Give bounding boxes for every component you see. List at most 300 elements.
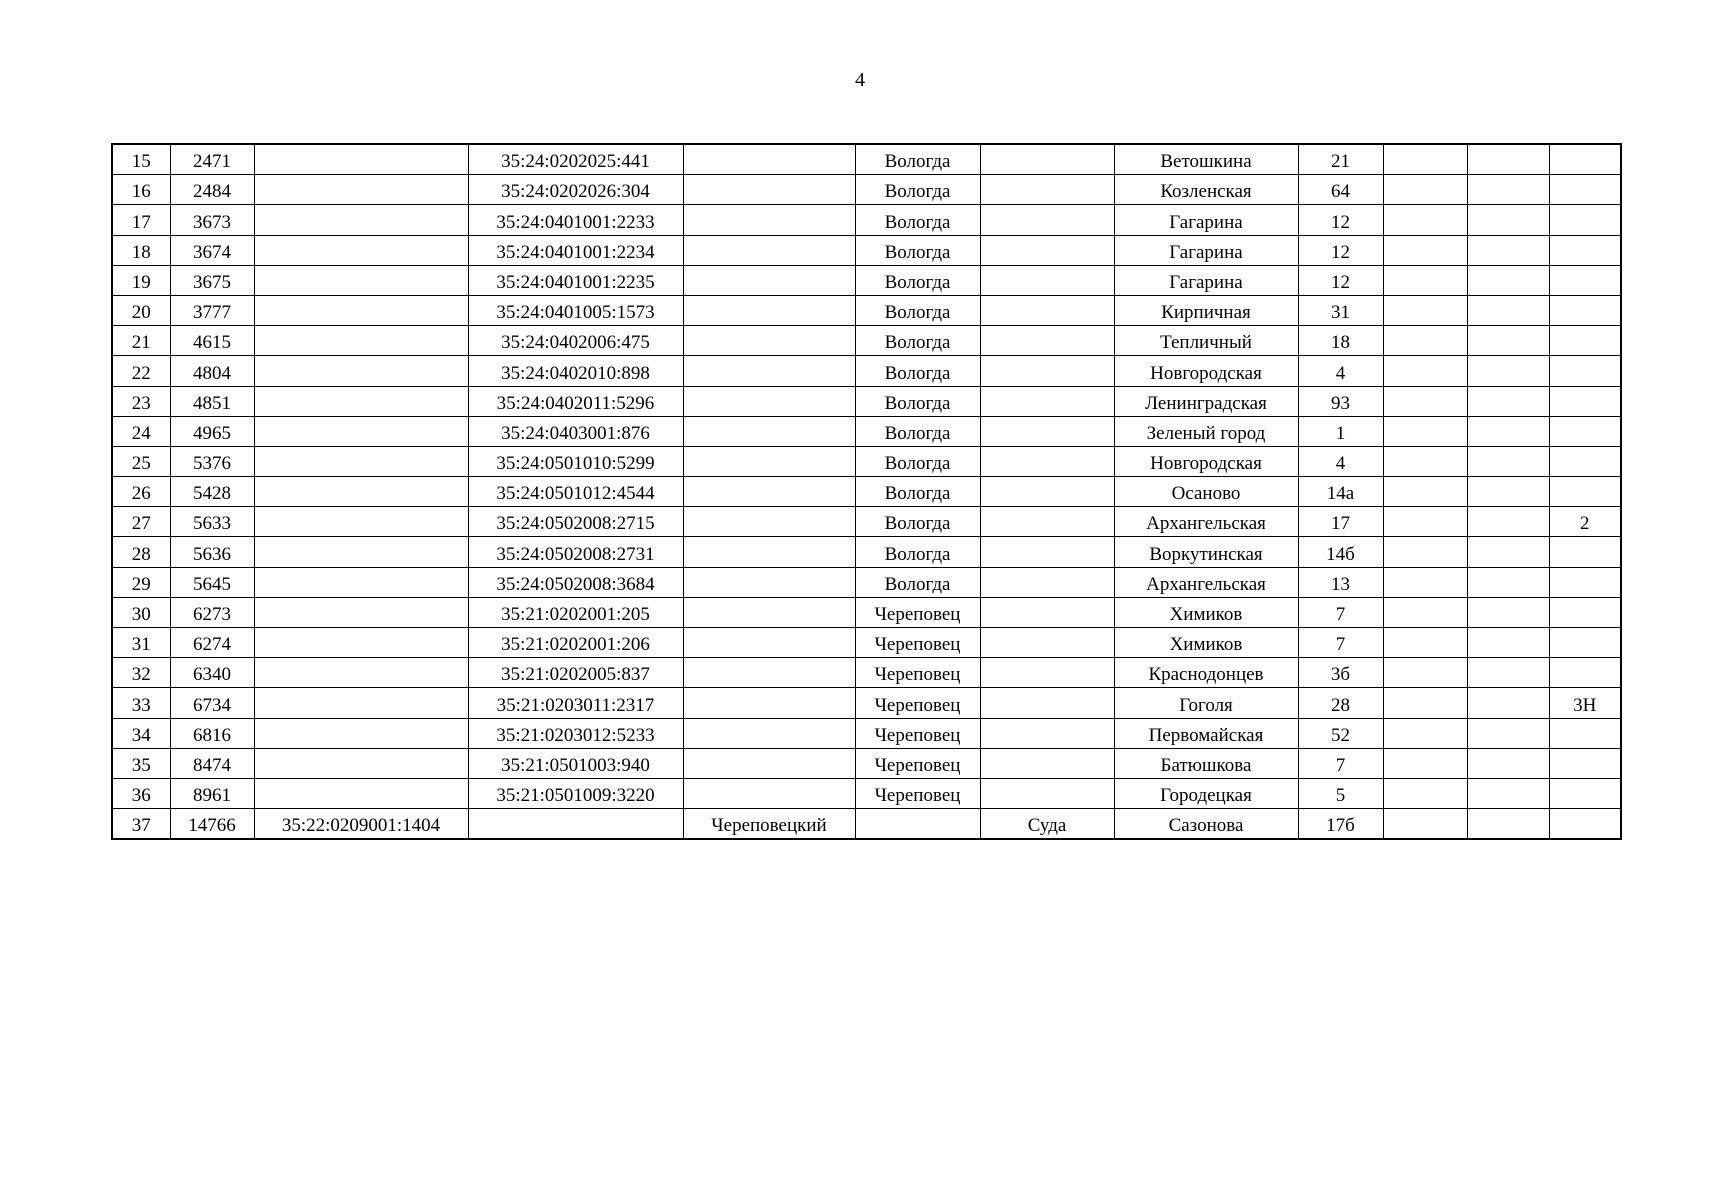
land-cadastral-number-cell xyxy=(254,175,468,205)
street-cell: Ветошкина xyxy=(1114,144,1298,175)
district-cell xyxy=(683,507,855,537)
land-cadastral-number-cell xyxy=(254,477,468,507)
table-row xyxy=(112,628,1621,658)
district-cell xyxy=(683,295,855,325)
row-number-cell: 34 xyxy=(112,718,170,748)
settlement-cell xyxy=(980,175,1114,205)
city-cell: Череповец xyxy=(855,658,980,688)
city-cell: Вологда xyxy=(855,205,980,235)
house-number-cell: 3б xyxy=(1298,658,1383,688)
table-row xyxy=(112,265,1621,295)
street-cell: Осаново xyxy=(1114,477,1298,507)
land-cadastral-number-cell xyxy=(254,537,468,567)
building-cadastral-number-cell: 35:24:0401001:2233 xyxy=(468,205,683,235)
registry-id-cell: 8961 xyxy=(170,778,254,808)
house-number-cell: 21 xyxy=(1298,144,1383,175)
house-number-cell: 18 xyxy=(1298,326,1383,356)
premises-cell xyxy=(1549,718,1621,748)
building-cell xyxy=(1383,416,1467,446)
building-cadastral-number-cell: 35:24:0501010:5299 xyxy=(468,446,683,476)
registry-id-cell: 5645 xyxy=(170,567,254,597)
settlement-cell xyxy=(980,326,1114,356)
land-cadastral-number-cell xyxy=(254,235,468,265)
building-cadastral-number-cell: 35:24:0502008:3684 xyxy=(468,567,683,597)
building-cadastral-number-cell: 35:21:0203011:2317 xyxy=(468,688,683,718)
property-registry-table xyxy=(111,143,1622,840)
city-cell: Вологда xyxy=(855,235,980,265)
house-number-cell: 7 xyxy=(1298,597,1383,627)
building-cell xyxy=(1383,658,1467,688)
street-cell: Тепличный xyxy=(1114,326,1298,356)
land-cadastral-number-cell xyxy=(254,688,468,718)
table-row xyxy=(112,809,1621,840)
registry-id-cell: 4615 xyxy=(170,326,254,356)
registry-id-cell: 6273 xyxy=(170,597,254,627)
settlement-cell xyxy=(980,386,1114,416)
registry-id-cell: 5428 xyxy=(170,477,254,507)
land-cadastral-number-cell xyxy=(254,778,468,808)
row-number-cell: 25 xyxy=(112,446,170,476)
city-cell: Череповец xyxy=(855,778,980,808)
building-cell xyxy=(1383,446,1467,476)
building-cell xyxy=(1383,386,1467,416)
premises-cell xyxy=(1549,628,1621,658)
land-cadastral-number-cell xyxy=(254,326,468,356)
structure-cell xyxy=(1467,295,1549,325)
registry-id-cell: 3675 xyxy=(170,265,254,295)
district-cell xyxy=(683,628,855,658)
building-cell xyxy=(1383,265,1467,295)
street-cell: Архангельская xyxy=(1114,567,1298,597)
street-cell: Гоголя xyxy=(1114,688,1298,718)
structure-cell xyxy=(1467,778,1549,808)
street-cell: Батюшкова xyxy=(1114,748,1298,778)
settlement-cell xyxy=(980,446,1114,476)
building-cadastral-number-cell: 35:21:0501003:940 xyxy=(468,748,683,778)
city-cell: Вологда xyxy=(855,175,980,205)
row-number-cell: 19 xyxy=(112,265,170,295)
settlement-cell xyxy=(980,507,1114,537)
street-cell: Зеленый город xyxy=(1114,416,1298,446)
building-cell xyxy=(1383,326,1467,356)
city-cell: Череповец xyxy=(855,628,980,658)
settlement-cell xyxy=(980,205,1114,235)
settlement-cell xyxy=(980,265,1114,295)
table-row xyxy=(112,567,1621,597)
registry-id-cell: 5633 xyxy=(170,507,254,537)
street-cell: Гагарина xyxy=(1114,205,1298,235)
building-cell xyxy=(1383,597,1467,627)
building-cell xyxy=(1383,567,1467,597)
structure-cell xyxy=(1467,265,1549,295)
settlement-cell xyxy=(980,416,1114,446)
building-cadastral-number-cell: 35:24:0202026:304 xyxy=(468,175,683,205)
building-cadastral-number-cell: 35:24:0401001:2235 xyxy=(468,265,683,295)
building-cell xyxy=(1383,477,1467,507)
settlement-cell xyxy=(980,295,1114,325)
row-number-cell: 23 xyxy=(112,386,170,416)
structure-cell xyxy=(1467,416,1549,446)
land-cadastral-number-cell xyxy=(254,295,468,325)
structure-cell xyxy=(1467,809,1549,840)
building-cadastral-number-cell: 35:24:0401005:1573 xyxy=(468,295,683,325)
registry-id-cell: 5636 xyxy=(170,537,254,567)
premises-cell xyxy=(1549,537,1621,567)
house-number-cell: 12 xyxy=(1298,235,1383,265)
building-cell xyxy=(1383,507,1467,537)
house-number-cell: 28 xyxy=(1298,688,1383,718)
table-row xyxy=(112,597,1621,627)
building-cadastral-number-cell xyxy=(468,809,683,840)
street-cell: Новгородская xyxy=(1114,446,1298,476)
land-cadastral-number-cell xyxy=(254,144,468,175)
row-number-cell: 26 xyxy=(112,477,170,507)
settlement-cell xyxy=(980,477,1114,507)
city-cell: Вологда xyxy=(855,416,980,446)
table-row xyxy=(112,386,1621,416)
structure-cell xyxy=(1467,597,1549,627)
land-cadastral-number-cell xyxy=(254,265,468,295)
registry-id-cell: 3673 xyxy=(170,205,254,235)
registry-id-cell: 14766 xyxy=(170,809,254,840)
registry-id-cell: 5376 xyxy=(170,446,254,476)
building-cadastral-number-cell: 35:24:0402006:475 xyxy=(468,326,683,356)
street-cell: Сазонова xyxy=(1114,809,1298,840)
land-cadastral-number-cell xyxy=(254,748,468,778)
district-cell xyxy=(683,688,855,718)
street-cell: Гагарина xyxy=(1114,265,1298,295)
table-row xyxy=(112,778,1621,808)
settlement-cell xyxy=(980,658,1114,688)
house-number-cell: 64 xyxy=(1298,175,1383,205)
table-row xyxy=(112,446,1621,476)
city-cell: Вологда xyxy=(855,567,980,597)
land-cadastral-number-cell xyxy=(254,416,468,446)
building-cell xyxy=(1383,175,1467,205)
settlement-cell xyxy=(980,597,1114,627)
street-cell: Козленская xyxy=(1114,175,1298,205)
row-number-cell: 17 xyxy=(112,205,170,235)
row-number-cell: 32 xyxy=(112,658,170,688)
district-cell xyxy=(683,144,855,175)
district-cell xyxy=(683,326,855,356)
street-cell: Краснодонцев xyxy=(1114,658,1298,688)
street-cell: Первомайская xyxy=(1114,718,1298,748)
street-cell: Химиков xyxy=(1114,628,1298,658)
structure-cell xyxy=(1467,507,1549,537)
premises-cell xyxy=(1549,144,1621,175)
table-row xyxy=(112,748,1621,778)
row-number-cell: 29 xyxy=(112,567,170,597)
structure-cell xyxy=(1467,688,1549,718)
city-cell: Вологда xyxy=(855,144,980,175)
table-row xyxy=(112,537,1621,567)
house-number-cell: 4 xyxy=(1298,356,1383,386)
city-cell: Вологда xyxy=(855,265,980,295)
settlement-cell xyxy=(980,144,1114,175)
district-cell xyxy=(683,597,855,627)
premises-cell xyxy=(1549,326,1621,356)
table-row xyxy=(112,356,1621,386)
row-number-cell: 28 xyxy=(112,537,170,567)
district-cell: Череповецкий xyxy=(683,809,855,840)
building-cadastral-number-cell: 35:21:0202005:837 xyxy=(468,658,683,688)
street-cell: Архангельская xyxy=(1114,507,1298,537)
row-number-cell: 20 xyxy=(112,295,170,325)
street-cell: Воркутинская xyxy=(1114,537,1298,567)
premises-cell: 3Н xyxy=(1549,688,1621,718)
table-row xyxy=(112,416,1621,446)
city-cell xyxy=(855,809,980,840)
land-cadastral-number-cell xyxy=(254,507,468,537)
building-cadastral-number-cell: 35:24:0501012:4544 xyxy=(468,477,683,507)
house-number-cell: 13 xyxy=(1298,567,1383,597)
district-cell xyxy=(683,748,855,778)
structure-cell xyxy=(1467,567,1549,597)
premises-cell xyxy=(1549,205,1621,235)
land-cadastral-number-cell xyxy=(254,567,468,597)
district-cell xyxy=(683,567,855,597)
district-cell xyxy=(683,416,855,446)
building-cadastral-number-cell: 35:21:0203012:5233 xyxy=(468,718,683,748)
row-number-cell: 21 xyxy=(112,326,170,356)
premises-cell xyxy=(1549,446,1621,476)
table-row xyxy=(112,688,1621,718)
premises-cell xyxy=(1549,386,1621,416)
row-number-cell: 15 xyxy=(112,144,170,175)
land-cadastral-number-cell xyxy=(254,658,468,688)
house-number-cell: 12 xyxy=(1298,265,1383,295)
structure-cell xyxy=(1467,718,1549,748)
district-cell xyxy=(683,205,855,235)
city-cell: Вологда xyxy=(855,326,980,356)
building-cell xyxy=(1383,718,1467,748)
land-cadastral-number-cell xyxy=(254,356,468,386)
row-number-cell: 22 xyxy=(112,356,170,386)
table-row xyxy=(112,175,1621,205)
structure-cell xyxy=(1467,356,1549,386)
structure-cell xyxy=(1467,144,1549,175)
settlement-cell xyxy=(980,628,1114,658)
district-cell xyxy=(683,477,855,507)
structure-cell xyxy=(1467,205,1549,235)
house-number-cell: 14б xyxy=(1298,537,1383,567)
premises-cell xyxy=(1549,356,1621,386)
row-number-cell: 31 xyxy=(112,628,170,658)
house-number-cell: 31 xyxy=(1298,295,1383,325)
page-number: 4 xyxy=(855,69,865,91)
city-cell: Вологда xyxy=(855,507,980,537)
row-number-cell: 35 xyxy=(112,748,170,778)
table-row xyxy=(112,295,1621,325)
house-number-cell: 5 xyxy=(1298,778,1383,808)
premises-cell xyxy=(1549,235,1621,265)
house-number-cell: 12 xyxy=(1298,205,1383,235)
premises-cell xyxy=(1549,567,1621,597)
settlement-cell xyxy=(980,235,1114,265)
structure-cell xyxy=(1467,386,1549,416)
premises-cell xyxy=(1549,175,1621,205)
row-number-cell: 27 xyxy=(112,507,170,537)
registry-id-cell: 6734 xyxy=(170,688,254,718)
district-cell xyxy=(683,175,855,205)
building-cadastral-number-cell: 35:24:0402011:5296 xyxy=(468,386,683,416)
table-row xyxy=(112,658,1621,688)
premises-cell xyxy=(1549,477,1621,507)
registry-id-cell: 6340 xyxy=(170,658,254,688)
building-cell xyxy=(1383,748,1467,778)
row-number-cell: 18 xyxy=(112,235,170,265)
registry-id-cell: 4804 xyxy=(170,356,254,386)
settlement-cell xyxy=(980,748,1114,778)
registry-id-cell: 4851 xyxy=(170,386,254,416)
structure-cell xyxy=(1467,175,1549,205)
building-cadastral-number-cell: 35:21:0202001:206 xyxy=(468,628,683,658)
building-cadastral-number-cell: 35:24:0502008:2715 xyxy=(468,507,683,537)
house-number-cell: 4 xyxy=(1298,446,1383,476)
registry-id-cell: 4965 xyxy=(170,416,254,446)
building-cell xyxy=(1383,144,1467,175)
premises-cell xyxy=(1549,658,1621,688)
premises-cell xyxy=(1549,778,1621,808)
city-cell: Вологда xyxy=(855,537,980,567)
settlement-cell xyxy=(980,688,1114,718)
house-number-cell: 93 xyxy=(1298,386,1383,416)
settlement-cell xyxy=(980,537,1114,567)
street-cell: Гагарина xyxy=(1114,235,1298,265)
building-cell xyxy=(1383,235,1467,265)
building-cadastral-number-cell: 35:24:0502008:2731 xyxy=(468,537,683,567)
premises-cell xyxy=(1549,597,1621,627)
premises-cell xyxy=(1549,295,1621,325)
district-cell xyxy=(683,718,855,748)
land-cadastral-number-cell xyxy=(254,718,468,748)
land-cadastral-number-cell xyxy=(254,386,468,416)
settlement-cell: Суда xyxy=(980,809,1114,840)
table-row xyxy=(112,235,1621,265)
structure-cell xyxy=(1467,628,1549,658)
land-cadastral-number-cell: 35:22:0209001:1404 xyxy=(254,809,468,840)
house-number-cell: 7 xyxy=(1298,628,1383,658)
premises-cell xyxy=(1549,265,1621,295)
building-cadastral-number-cell: 35:24:0202025:441 xyxy=(468,144,683,175)
registry-id-cell: 3674 xyxy=(170,235,254,265)
district-cell xyxy=(683,446,855,476)
city-cell: Вологда xyxy=(855,446,980,476)
city-cell: Вологда xyxy=(855,356,980,386)
city-cell: Вологда xyxy=(855,386,980,416)
premises-cell xyxy=(1549,416,1621,446)
building-cell xyxy=(1383,356,1467,386)
land-cadastral-number-cell xyxy=(254,597,468,627)
table-row xyxy=(112,718,1621,748)
row-number-cell: 16 xyxy=(112,175,170,205)
district-cell xyxy=(683,537,855,567)
table-row xyxy=(112,326,1621,356)
structure-cell xyxy=(1467,446,1549,476)
building-cadastral-number-cell: 35:21:0202001:205 xyxy=(468,597,683,627)
street-cell: Городецкая xyxy=(1114,778,1298,808)
premises-cell xyxy=(1549,809,1621,840)
street-cell: Ленинградская xyxy=(1114,386,1298,416)
house-number-cell: 17 xyxy=(1298,507,1383,537)
registry-id-cell: 2471 xyxy=(170,144,254,175)
land-cadastral-number-cell xyxy=(254,446,468,476)
premises-cell xyxy=(1549,748,1621,778)
registry-id-cell: 6274 xyxy=(170,628,254,658)
settlement-cell xyxy=(980,718,1114,748)
premises-cell: 2 xyxy=(1549,507,1621,537)
structure-cell xyxy=(1467,537,1549,567)
district-cell xyxy=(683,386,855,416)
building-cell xyxy=(1383,205,1467,235)
row-number-cell: 30 xyxy=(112,597,170,627)
street-cell: Химиков xyxy=(1114,597,1298,627)
registry-id-cell: 2484 xyxy=(170,175,254,205)
district-cell xyxy=(683,658,855,688)
building-cell xyxy=(1383,778,1467,808)
house-number-cell: 14а xyxy=(1298,477,1383,507)
building-cell xyxy=(1383,295,1467,325)
table-row xyxy=(112,144,1621,175)
row-number-cell: 24 xyxy=(112,416,170,446)
street-cell: Кирпичная xyxy=(1114,295,1298,325)
building-cadastral-number-cell: 35:24:0403001:876 xyxy=(468,416,683,446)
city-cell: Череповец xyxy=(855,597,980,627)
registry-id-cell: 6816 xyxy=(170,718,254,748)
city-cell: Череповец xyxy=(855,718,980,748)
structure-cell xyxy=(1467,477,1549,507)
structure-cell xyxy=(1467,235,1549,265)
building-cell xyxy=(1383,537,1467,567)
structure-cell xyxy=(1467,326,1549,356)
building-cell xyxy=(1383,628,1467,658)
table-row xyxy=(112,205,1621,235)
house-number-cell: 17б xyxy=(1298,809,1383,840)
city-cell: Череповец xyxy=(855,748,980,778)
settlement-cell xyxy=(980,778,1114,808)
structure-cell xyxy=(1467,748,1549,778)
district-cell xyxy=(683,265,855,295)
settlement-cell xyxy=(980,356,1114,386)
row-number-cell: 37 xyxy=(112,809,170,840)
land-cadastral-number-cell xyxy=(254,628,468,658)
district-cell xyxy=(683,235,855,265)
registry-id-cell: 8474 xyxy=(170,748,254,778)
building-cadastral-number-cell: 35:24:0401001:2234 xyxy=(468,235,683,265)
registry-id-cell: 3777 xyxy=(170,295,254,325)
house-number-cell: 1 xyxy=(1298,416,1383,446)
building-cell xyxy=(1383,688,1467,718)
row-number-cell: 33 xyxy=(112,688,170,718)
city-cell: Вологда xyxy=(855,477,980,507)
district-cell xyxy=(683,356,855,386)
table-row xyxy=(112,507,1621,537)
building-cell xyxy=(1383,809,1467,840)
building-cadastral-number-cell: 35:21:0501009:3220 xyxy=(468,778,683,808)
city-cell: Череповец xyxy=(855,688,980,718)
table-row xyxy=(112,477,1621,507)
settlement-cell xyxy=(980,567,1114,597)
house-number-cell: 52 xyxy=(1298,718,1383,748)
building-cadastral-number-cell: 35:24:0402010:898 xyxy=(468,356,683,386)
table-body xyxy=(112,144,1621,839)
city-cell: Вологда xyxy=(855,295,980,325)
district-cell xyxy=(683,778,855,808)
row-number-cell: 36 xyxy=(112,778,170,808)
structure-cell xyxy=(1467,658,1549,688)
house-number-cell: 7 xyxy=(1298,748,1383,778)
